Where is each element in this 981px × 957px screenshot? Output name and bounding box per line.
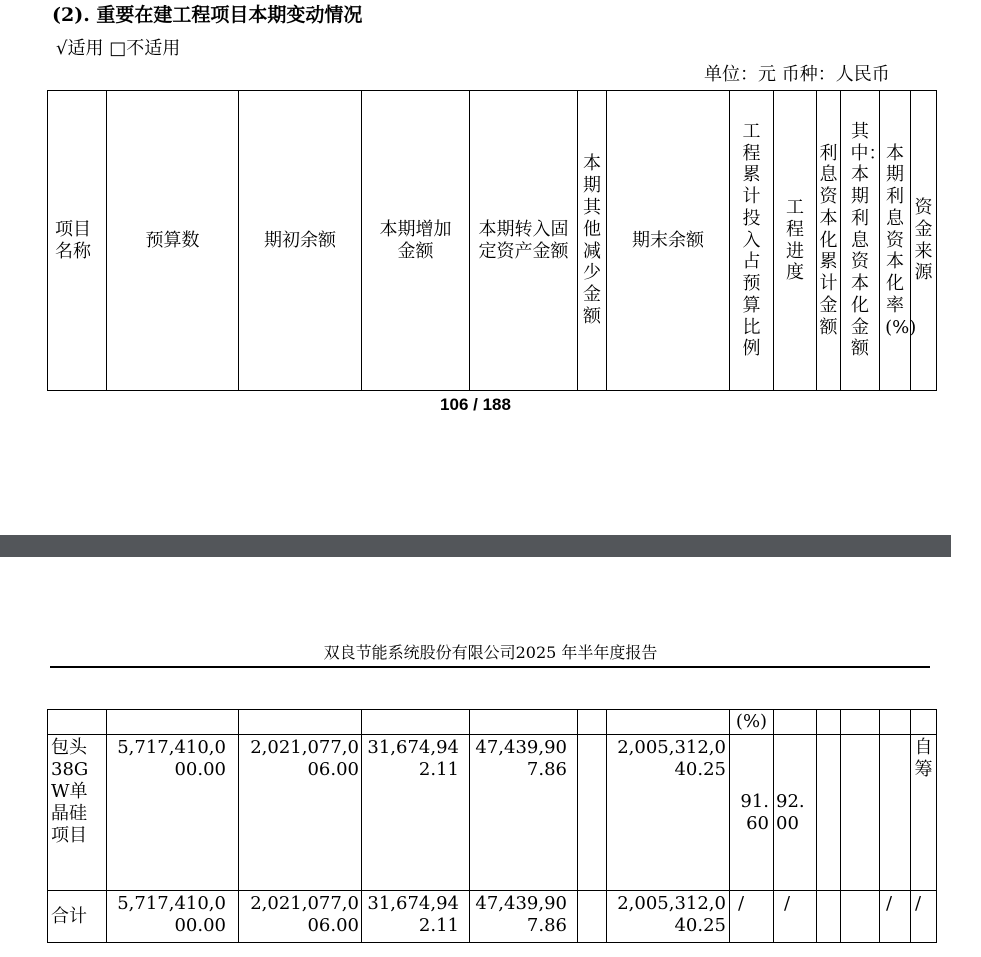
row-opening: 2,021,077,006.00	[239, 735, 362, 891]
row-ratio: 91.60	[730, 735, 774, 891]
row-project: 包头38GW单晶硅项目	[48, 735, 107, 891]
unit-currency-label: 单位：元 币种：人民币	[704, 64, 890, 85]
header-other-reduction: 本期其他减少金额	[578, 91, 607, 391]
total-ratio: /	[730, 891, 774, 943]
total-opening: 2,021,077,006.00	[239, 891, 362, 943]
header-fund-source: 资金来源	[911, 91, 937, 391]
header-ratio-percent: (%)	[730, 710, 774, 735]
total-source: /	[911, 891, 937, 943]
header-opening-balance: 期初余额	[239, 91, 362, 391]
header-current-increase: 本期增加金额	[362, 91, 470, 391]
row-other-reduce	[578, 735, 607, 891]
data-table	[47, 709, 937, 943]
row-transfer: 47,439,907.86	[470, 735, 578, 891]
total-interest-rate: /	[880, 891, 911, 943]
table-row	[48, 735, 937, 891]
page-divider	[0, 535, 951, 557]
header-table	[47, 90, 937, 391]
header-project-name: 项目名称	[48, 91, 107, 391]
total-other-reduce	[578, 891, 607, 943]
section-title: (2). 重要在建工程项目本期变动情况	[52, 4, 363, 26]
row-progress: 92.00	[774, 735, 817, 891]
total-project: 合计	[48, 891, 107, 943]
header-cumulative-ratio: 工程累计投入占预算比例	[730, 91, 774, 391]
row-interest-current	[841, 735, 880, 891]
row-interest-cum	[817, 735, 841, 891]
row-closing: 2,005,312,040.25	[607, 735, 730, 891]
header-interest-cumulative: 利息资本化累计金额	[817, 91, 841, 391]
header-interest-rate: 本期利息资本化率(%)	[880, 91, 911, 391]
row-interest-rate	[880, 735, 911, 891]
total-progress: /	[774, 891, 817, 943]
header-interest-current: 其中：本期利息资本化金额	[841, 91, 880, 391]
header-progress: 工程进度	[774, 91, 817, 391]
row-budget: 5,717,410,000.00	[107, 735, 239, 891]
total-closing: 2,005,312,040.25	[607, 891, 730, 943]
row-source: 自筹	[911, 735, 937, 891]
header-closing-balance: 期末余额	[607, 91, 730, 391]
total-transfer: 47,439,907.86	[470, 891, 578, 943]
header-transfer-fixed-assets: 本期转入固定资产金额	[470, 91, 578, 391]
page-number: 106 / 188	[440, 395, 511, 414]
applicability-options: √适用 □不适用	[56, 38, 181, 59]
header-rule	[50, 666, 930, 668]
row-increase: 31,674,942.11	[362, 735, 470, 891]
table-row-total	[48, 891, 937, 943]
total-increase: 31,674,942.11	[362, 891, 470, 943]
total-interest-cum	[817, 891, 841, 943]
total-interest-current	[841, 891, 880, 943]
total-budget: 5,717,410,000.00	[107, 891, 239, 943]
report-header: 双良节能系统股份有限公司2025 年半年度报告	[323, 643, 658, 662]
header-continuation-row	[48, 710, 937, 735]
header-budget: 预算数	[107, 91, 239, 391]
